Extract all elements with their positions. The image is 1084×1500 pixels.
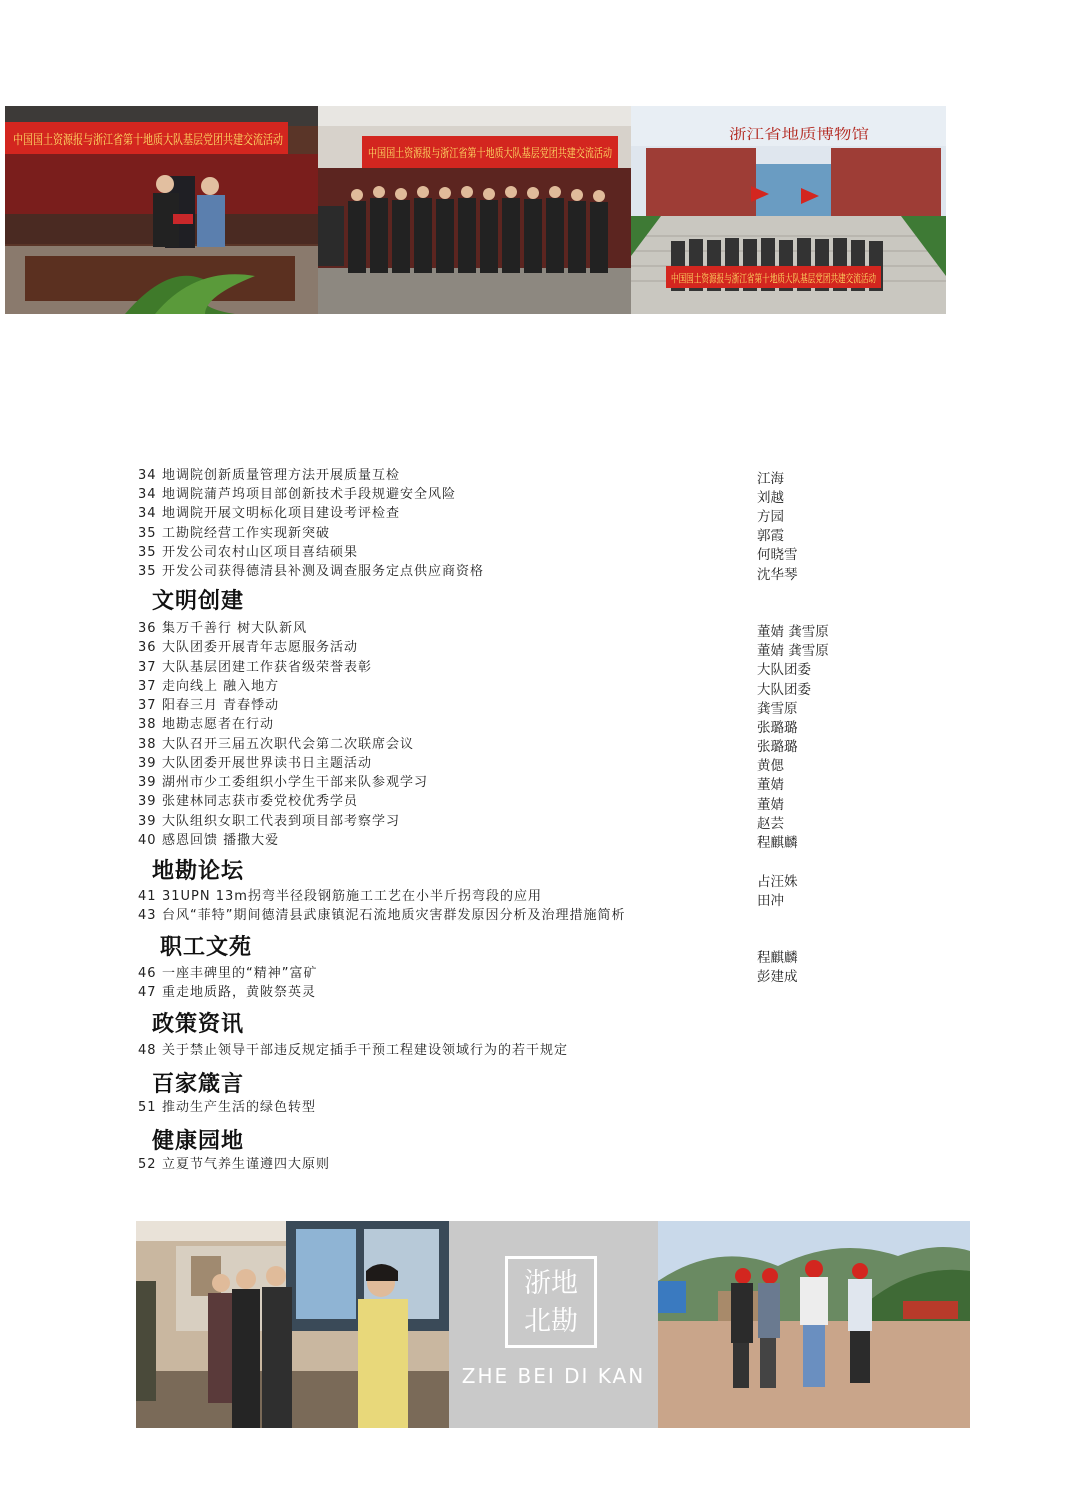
section-heading-jiankang-yuandi: 健康园地 xyxy=(152,1129,245,1154)
toc-entry[interactable] xyxy=(138,504,758,523)
toc-page: 34 xyxy=(138,487,157,502)
toc-page: 36 xyxy=(138,640,157,655)
section-heading-zhengce-zixun: 政策资讯 xyxy=(152,1012,245,1037)
toc-title: 地调院蒲芦坞项目部创新技术手段规避安全风险 xyxy=(162,487,457,502)
toc-title: 地调院开展文明标化项目建设考评检查 xyxy=(162,506,401,521)
section-heading-zhigong-wenyuan: 职工文苑 xyxy=(160,935,253,960)
toc-title: 大队召开三届五次职代会第二次联席会议 xyxy=(162,737,415,752)
toc-page: 38 xyxy=(138,737,157,752)
toc-page: 37 xyxy=(138,679,157,694)
toc-entry[interactable] xyxy=(138,735,758,754)
toc-author: 占汪姝 xyxy=(757,874,798,890)
photo-exhibition-visit xyxy=(136,1221,449,1428)
toc-title: 推动生产生活的绿色转型 xyxy=(162,1100,317,1115)
toc-page: 41 xyxy=(138,889,157,904)
toc-author: 方园 xyxy=(757,509,784,525)
toc-author: 江海 xyxy=(757,471,784,487)
toc-title: 大队基层团建工作获省级荣誉表彰 xyxy=(162,660,373,675)
toc-author: 大队团委 xyxy=(757,662,811,678)
banner-text-3: 中国国土资源报与浙江省第十地质大队基层党团共建交流活动 xyxy=(671,272,968,285)
toc-author: 龚雪原 xyxy=(757,701,798,717)
toc-page: 51 xyxy=(138,1100,157,1115)
toc-page: 38 xyxy=(138,717,157,732)
toc-page: 43 xyxy=(138,908,157,923)
logo-chars-line2: 北勘 xyxy=(524,1306,578,1337)
toc-entry[interactable] xyxy=(138,715,758,734)
toc-author: 赵芸 xyxy=(757,816,784,832)
toc-page: 39 xyxy=(138,756,157,771)
toc-title: 湖州市少工委组织小学生干部来队参观学习 xyxy=(162,775,429,790)
section-heading-baijia-zhenyan: 百家箴言 xyxy=(152,1072,245,1097)
photo-museum-group xyxy=(631,106,968,314)
toc-entry[interactable] xyxy=(138,1041,758,1060)
banner-text-1: 中国国土资源报与浙江省第十地质大队基层党团共建交流活动 xyxy=(13,133,365,148)
photo-group-stage xyxy=(318,106,693,314)
toc-author: 何晓雪 xyxy=(757,547,798,563)
toc-entry[interactable] xyxy=(138,677,758,696)
toc-page: 52 xyxy=(138,1157,157,1172)
photo-signing-ceremony xyxy=(5,106,365,314)
toc-title: 关于禁止领导干部违反规定插手干预工程建设领域行为的若干规定 xyxy=(162,1043,569,1058)
toc-entry[interactable] xyxy=(138,638,758,657)
toc-title: 31UPN 13m拐弯半径段钢筋施工工艺在小半斤拐弯段的应用 xyxy=(162,889,542,904)
toc-author: 程麒麟 xyxy=(757,950,798,966)
toc-title: 立夏节气养生谨遵四大原则 xyxy=(162,1157,331,1172)
toc-entry[interactable] xyxy=(138,485,758,504)
toc-title: 走向线上 融入地方 xyxy=(162,679,280,694)
toc-page: 37 xyxy=(138,698,157,713)
toc-entry[interactable] xyxy=(138,466,758,485)
toc-page: 39 xyxy=(138,775,157,790)
toc-page: 35 xyxy=(138,526,157,541)
toc-entry[interactable] xyxy=(138,543,758,562)
toc-page: 47 xyxy=(138,985,157,1000)
toc-title: 地调院创新质量管理方法开展质量互检 xyxy=(162,468,401,483)
toc-entry[interactable] xyxy=(138,831,758,850)
logo-chars-line1: 浙地 xyxy=(524,1268,578,1299)
zhebei-dikan-logo xyxy=(449,1221,658,1428)
toc-page: 37 xyxy=(138,660,157,675)
toc-author: 大队团委 xyxy=(757,682,811,698)
toc-entry[interactable] xyxy=(138,754,758,773)
toc-entry[interactable] xyxy=(138,964,758,983)
section-heading-wenming: 文明创建 xyxy=(152,589,245,614)
banner-text-2: 中国国土资源报与浙江省第十地质大队基层党团共建交流活动 xyxy=(368,146,693,160)
toc-title: 重走地质路，黄陂祭英灵 xyxy=(162,985,317,1000)
toc-title: 一座丰碑里的“精神”富矿 xyxy=(162,966,318,981)
toc-title: 大队团委开展世界读书日主题活动 xyxy=(162,756,373,771)
toc-page: 48 xyxy=(138,1043,157,1058)
toc-entry[interactable] xyxy=(138,562,758,581)
toc-entry[interactable] xyxy=(138,658,758,677)
toc-author: 沈华琴 xyxy=(757,567,798,583)
toc-title: 大队团委开展青年志愿服务活动 xyxy=(162,640,359,655)
toc-author: 程麒麟 xyxy=(757,835,798,851)
toc-page: 34 xyxy=(138,468,157,483)
museum-sign: 浙江省地质博物馆 xyxy=(729,127,841,143)
toc-author: 彭建成 xyxy=(757,969,798,985)
toc-page: 40 xyxy=(138,833,157,848)
toc-author: 董婧 龚雪原 xyxy=(757,624,829,640)
toc-title: 工勘院经营工作实现新突破 xyxy=(162,526,331,541)
toc-author: 董婧 xyxy=(757,777,784,793)
toc-title: 集万千善行 树大队新风 xyxy=(162,621,308,636)
toc-author: 董婧 龚雪原 xyxy=(757,643,829,659)
toc-title: 台风“菲特”期间德清县武康镇泥石流地质灾害群发原因分析及治理措施简析 xyxy=(162,908,626,923)
toc-entry[interactable] xyxy=(138,906,758,925)
toc-author: 田冲 xyxy=(757,893,784,909)
toc-page: 46 xyxy=(138,966,157,981)
toc-entry[interactable] xyxy=(138,773,758,792)
toc-entry[interactable] xyxy=(138,887,758,906)
toc-title: 张建林同志获市委党校优秀学员 xyxy=(162,794,359,809)
toc-entry[interactable] xyxy=(138,983,758,1002)
toc-page: 36 xyxy=(138,621,157,636)
toc-page: 35 xyxy=(138,545,157,560)
section-heading-dikan-luntan: 地勘论坛 xyxy=(152,859,245,884)
toc-entry[interactable] xyxy=(138,696,758,715)
toc-title: 地勘志愿者在行动 xyxy=(162,717,275,732)
toc-page: 34 xyxy=(138,506,157,521)
toc-page: 39 xyxy=(138,814,157,829)
toc-title: 阳春三月 青春悸动 xyxy=(162,698,280,713)
toc-title: 感恩回馈 播撒大爱 xyxy=(162,833,280,848)
toc-author: 郭霞 xyxy=(757,528,784,544)
toc-entry[interactable] xyxy=(138,1155,758,1174)
logo-pinyin: ZHE BEI DI KAN xyxy=(461,1364,646,1388)
toc-entry[interactable] xyxy=(138,812,758,831)
toc-entry[interactable] xyxy=(138,619,758,638)
toc-entry[interactable] xyxy=(138,524,758,543)
toc-author: 黄偲 xyxy=(757,758,784,774)
toc-title: 开发公司获得德清县补测及调查服务定点供应商资格 xyxy=(162,564,485,579)
photo-site-inspection xyxy=(658,1221,970,1428)
toc-author: 董婧 xyxy=(757,797,784,813)
toc-page: 35 xyxy=(138,564,157,579)
toc-author: 张璐璐 xyxy=(757,739,798,755)
toc-author: 张璐璐 xyxy=(757,720,798,736)
toc-title: 大队组织女职工代表到项目部考察学习 xyxy=(162,814,401,829)
toc-page: 39 xyxy=(138,794,157,809)
toc-entry[interactable] xyxy=(138,792,758,811)
logo-chars xyxy=(508,1265,594,1341)
toc-entry[interactable] xyxy=(138,1098,758,1117)
toc-title: 开发公司农村山区项目喜结硕果 xyxy=(162,545,359,560)
logo-frame xyxy=(505,1256,597,1348)
toc-author: 刘越 xyxy=(757,490,784,506)
